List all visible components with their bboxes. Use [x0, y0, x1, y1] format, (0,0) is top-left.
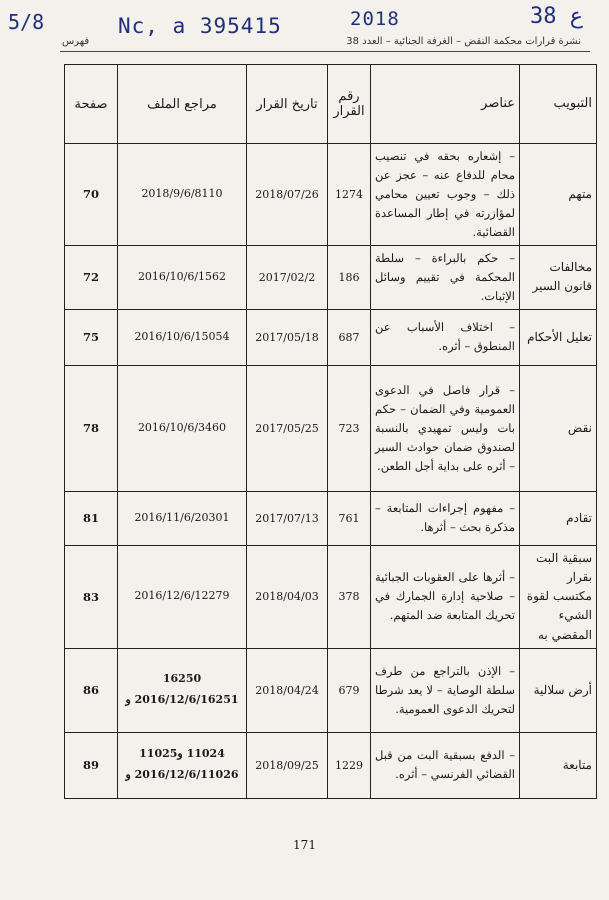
- elements-cell: – إشعاره بحقه في تنصيب محام للدفاع عنه – عجز عن ذلك – وجوب تعيين محامي لمؤازرته في إطار المساعدة القضائية.: [371, 144, 520, 246]
- decision-date-cell: 2017/02/2: [247, 245, 328, 309]
- table-row: [65, 245, 597, 309]
- decision-number-cell: 1274: [328, 144, 371, 246]
- elements-cell: – اختلاف الأسباب عن المنطوق – أثره.: [371, 309, 520, 365]
- topic-cell: سبقية البت بقرار مكتسب لقوة الشيء المقضي به: [520, 545, 597, 648]
- topic-cell: متابعة: [520, 732, 597, 798]
- decision-number-cell: 186: [328, 245, 371, 309]
- page-cell: 78: [65, 365, 118, 491]
- table-row: [65, 144, 597, 246]
- topic-cell: مخالفات قانون السير: [520, 245, 597, 309]
- page-cell: 83: [65, 545, 118, 648]
- file-ref: 2016/10/6/3460: [137, 420, 227, 434]
- topic-cell: متهم: [520, 144, 597, 246]
- page-cell: 72: [65, 245, 118, 309]
- elements-cell: – أثرها على العقوبات الجبائية – صلاحية إدارة الجمارك في تحريك المتابعة ضد المتهم.: [371, 545, 520, 648]
- topic-cell: نقض: [520, 365, 597, 491]
- index-label: فهرس: [62, 36, 90, 47]
- col-header-file-refs: مراجع الملف: [118, 65, 247, 144]
- decision-number-cell: 1229: [328, 732, 371, 798]
- col-header-decision-number: رقم القرار: [328, 65, 371, 144]
- col-header-page: صفحة: [65, 65, 118, 144]
- file-ref: 2016/10/6/1562: [137, 269, 227, 283]
- file-ref: 2016/12/6/12279: [134, 589, 230, 603]
- file-refs-cell: [118, 365, 247, 491]
- elements-cell: – الإذن بالتراجع من طرف سلطة الوصاية – لا يعد شرطا لتحريك الدعوى العمومية.: [371, 648, 520, 732]
- decision-date-cell: 2018/04/03: [247, 545, 328, 648]
- decision-date-cell: 2018/07/26: [247, 144, 328, 246]
- file-refs-cell: [118, 309, 247, 365]
- decision-date-cell: 2017/05/25: [247, 365, 328, 491]
- page-cell: 81: [65, 491, 118, 545]
- decision-date-cell: 2018/04/24: [247, 648, 328, 732]
- col-header-decision-date: تاريخ القرار: [247, 65, 328, 144]
- elements-cell: – مفهوم إجراءات المتابعة – مذكرة بحث – أثرها.: [371, 491, 520, 545]
- topic-cell: تقادم: [520, 491, 597, 545]
- file-ref: 2016/10/6/15054: [134, 329, 230, 343]
- file-refs-cell: [118, 545, 247, 648]
- page-cell: 89: [65, 732, 118, 798]
- handwritten-case-number: Nc, a 395415: [118, 14, 282, 38]
- handwritten-year: 2018: [350, 8, 400, 30]
- table-row: [65, 545, 597, 648]
- table-row: [65, 309, 597, 365]
- file-refs-cell: [118, 648, 247, 732]
- handwritten-page-fraction: 5/8: [8, 10, 45, 34]
- topic-cell: تعليل الأحكام: [520, 309, 597, 365]
- handwritten-issue-number: 38 ع: [530, 4, 583, 29]
- elements-cell: – الدفع بسبقية البت من قبل القضائي الفرنسي – أثره.: [371, 732, 520, 798]
- table-row: [65, 648, 597, 732]
- file-ref: 11024 و11025: [139, 747, 225, 761]
- file-refs-cell: [118, 144, 247, 246]
- file-ref: 2016/11/6/20301: [134, 510, 230, 524]
- elements-cell: – حكم بالبراءة – سلطة المحكمة في تقييم وسائل الإثبات.: [371, 245, 520, 309]
- running-header-title: نشرة قرارات محكمة النقض – الغرفة الجنائية – العدد 38: [346, 36, 581, 47]
- file-refs-cell: [118, 732, 247, 798]
- file-ref: 16250: [162, 672, 202, 686]
- file-ref: 2016/12/6/11026 و: [125, 768, 239, 782]
- page-cell: 75: [65, 309, 118, 365]
- page-cell: 70: [65, 144, 118, 246]
- decision-number-cell: 378: [328, 545, 371, 648]
- file-refs-cell: [118, 245, 247, 309]
- page-number: 171: [293, 838, 316, 852]
- table-row: [65, 365, 597, 491]
- decision-number-cell: 761: [328, 491, 371, 545]
- decision-date-cell: 2018/09/25: [247, 732, 328, 798]
- decision-number-cell: 679: [328, 648, 371, 732]
- table-header-row: [65, 65, 597, 144]
- decision-number-cell: 723: [328, 365, 371, 491]
- topic-cell: أرض سلالية: [520, 648, 597, 732]
- table-row: [65, 732, 597, 798]
- col-header-topic: التبويب: [520, 65, 597, 144]
- file-ref: 2018/9/6/8110: [141, 186, 223, 200]
- file-ref: 2016/12/6/16251 و: [125, 693, 239, 707]
- decision-date-cell: 2017/05/18: [247, 309, 328, 365]
- elements-cell: – قرار فاصل في الدعوى العمومية وفي الضمان – حكم بات وليس تمهيدي بالنسبة لصندوق ضمان حوادث السير – أثره على بداية أجل الطعن.: [371, 365, 520, 491]
- table-row: [65, 491, 597, 545]
- file-refs-cell: [118, 491, 247, 545]
- decision-number-cell: 687: [328, 309, 371, 365]
- decision-date-cell: 2017/07/13: [247, 491, 328, 545]
- col-header-elements: عناصر: [371, 65, 520, 144]
- page-cell: 86: [65, 648, 118, 732]
- header-rule: [60, 51, 590, 52]
- decisions-index-table: [64, 64, 597, 799]
